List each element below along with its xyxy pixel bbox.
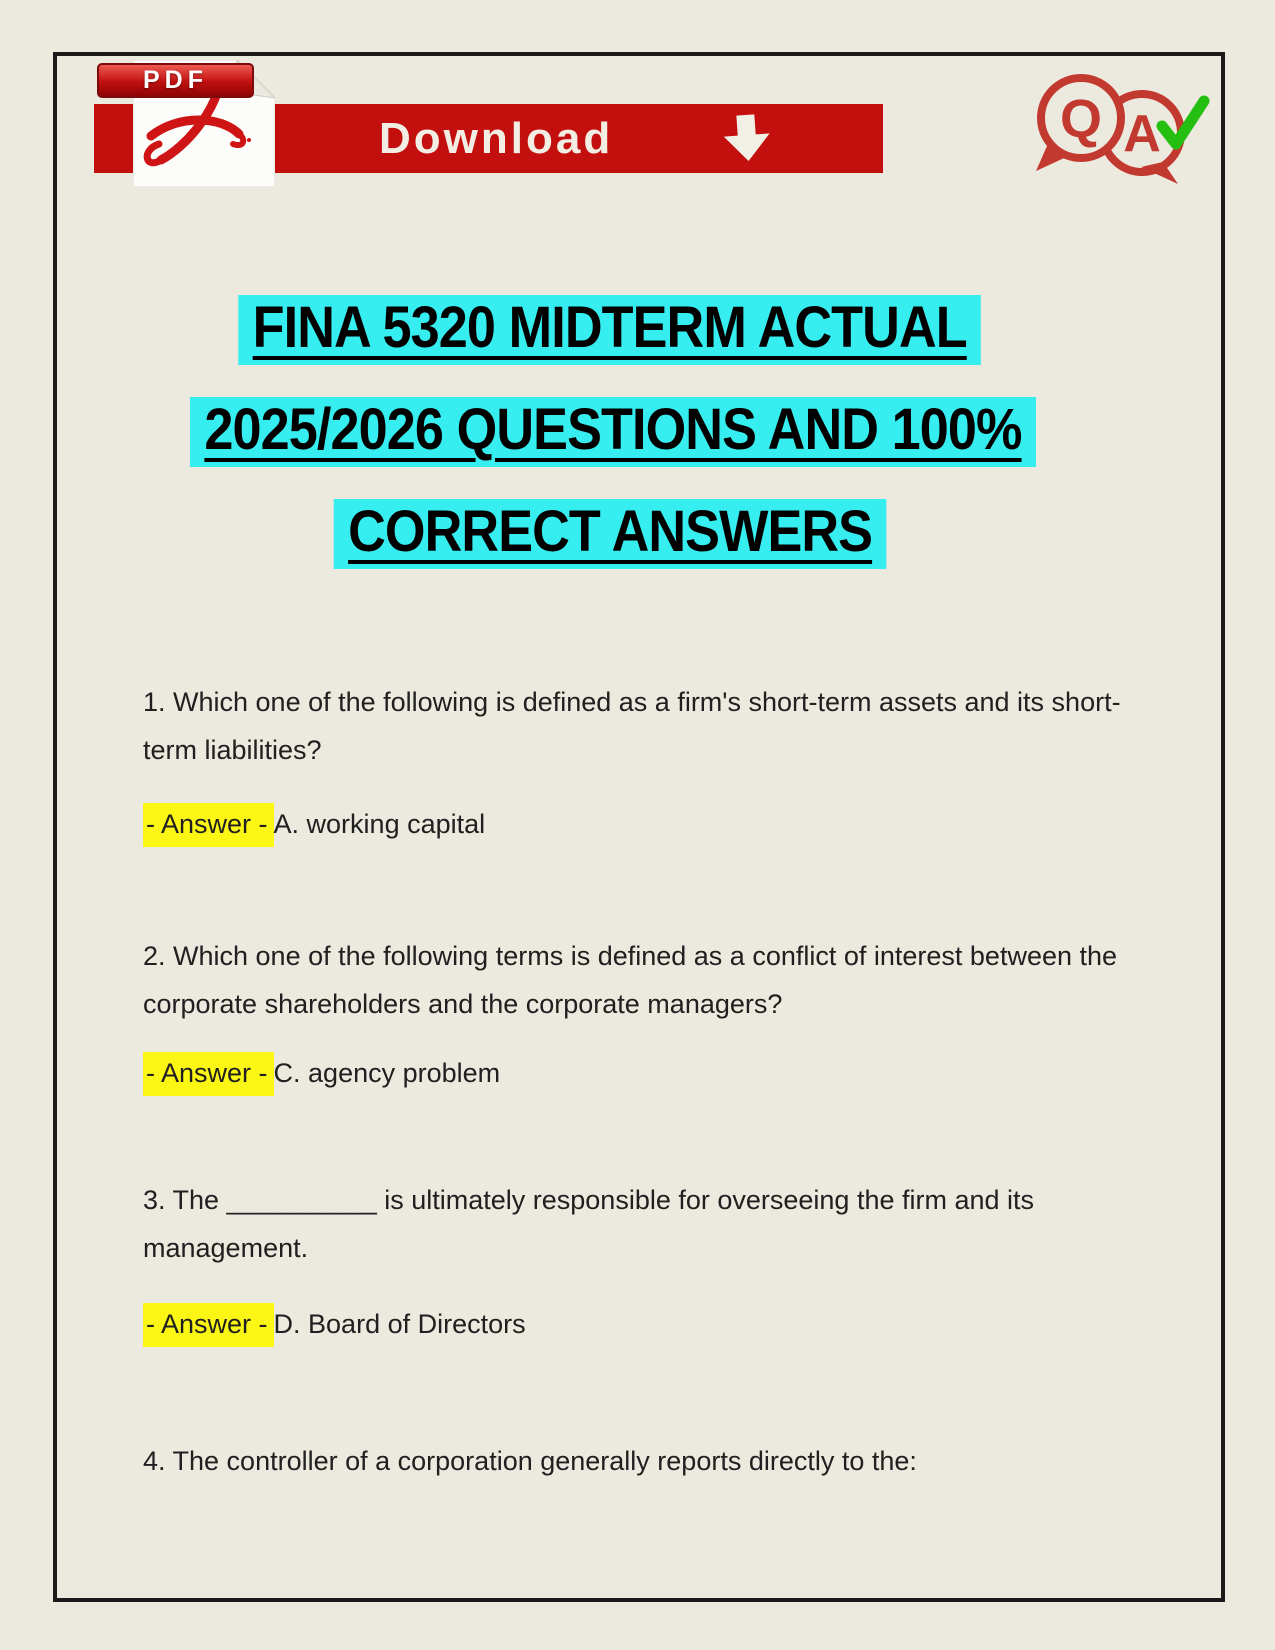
- question-4-text: 4. The controller of a corporation generally reports directly to the:: [143, 1446, 917, 1476]
- question-3: [143, 1176, 1143, 1272]
- answer-3: [143, 1300, 1143, 1348]
- title-line-2: 2025/2026 QUESTIONS AND 100%: [190, 397, 1036, 467]
- answer-1-label: - Answer -: [143, 803, 274, 847]
- title-line-3: CORRECT ANSWERS: [334, 499, 887, 569]
- download-label: Download: [379, 113, 614, 163]
- pdf-badge: [97, 63, 254, 98]
- svg-text:A: A: [1123, 105, 1161, 163]
- answer-1: [143, 800, 1143, 848]
- question-1: [143, 678, 1143, 774]
- answer-3-label: - Answer -: [143, 1303, 274, 1347]
- answer-3-value: D. Board of Directors: [273, 1309, 526, 1339]
- answer-2-value: C. agency problem: [273, 1058, 501, 1088]
- download-arrow-icon: [718, 113, 776, 165]
- question-4: [143, 1437, 1143, 1485]
- title-line-1: FINA 5320 MIDTERM ACTUAL: [239, 295, 982, 365]
- page-title: [143, 295, 1077, 601]
- question-2-text: 2. Which one of the following terms is defined as a conflict of interest between the corporate shareholders and the corporate managers?: [143, 941, 1118, 1019]
- answer-2-label: - Answer -: [143, 1052, 274, 1096]
- answer-1-value: A. working capital: [273, 809, 486, 839]
- svg-text:Q: Q: [1059, 89, 1103, 149]
- answer-2: [143, 1049, 1143, 1097]
- qa-logo: [1013, 68, 1213, 190]
- question-2: [143, 932, 1143, 1028]
- question-3-text: 3. The __________ is ultimately responsible for overseeing the firm and its management.: [143, 1185, 1035, 1263]
- pdf-badge-label: PDF: [143, 66, 208, 94]
- question-1-text: 1. Which one of the following is defined as a firm's short-term assets and its short-term liabilities?: [143, 687, 1121, 765]
